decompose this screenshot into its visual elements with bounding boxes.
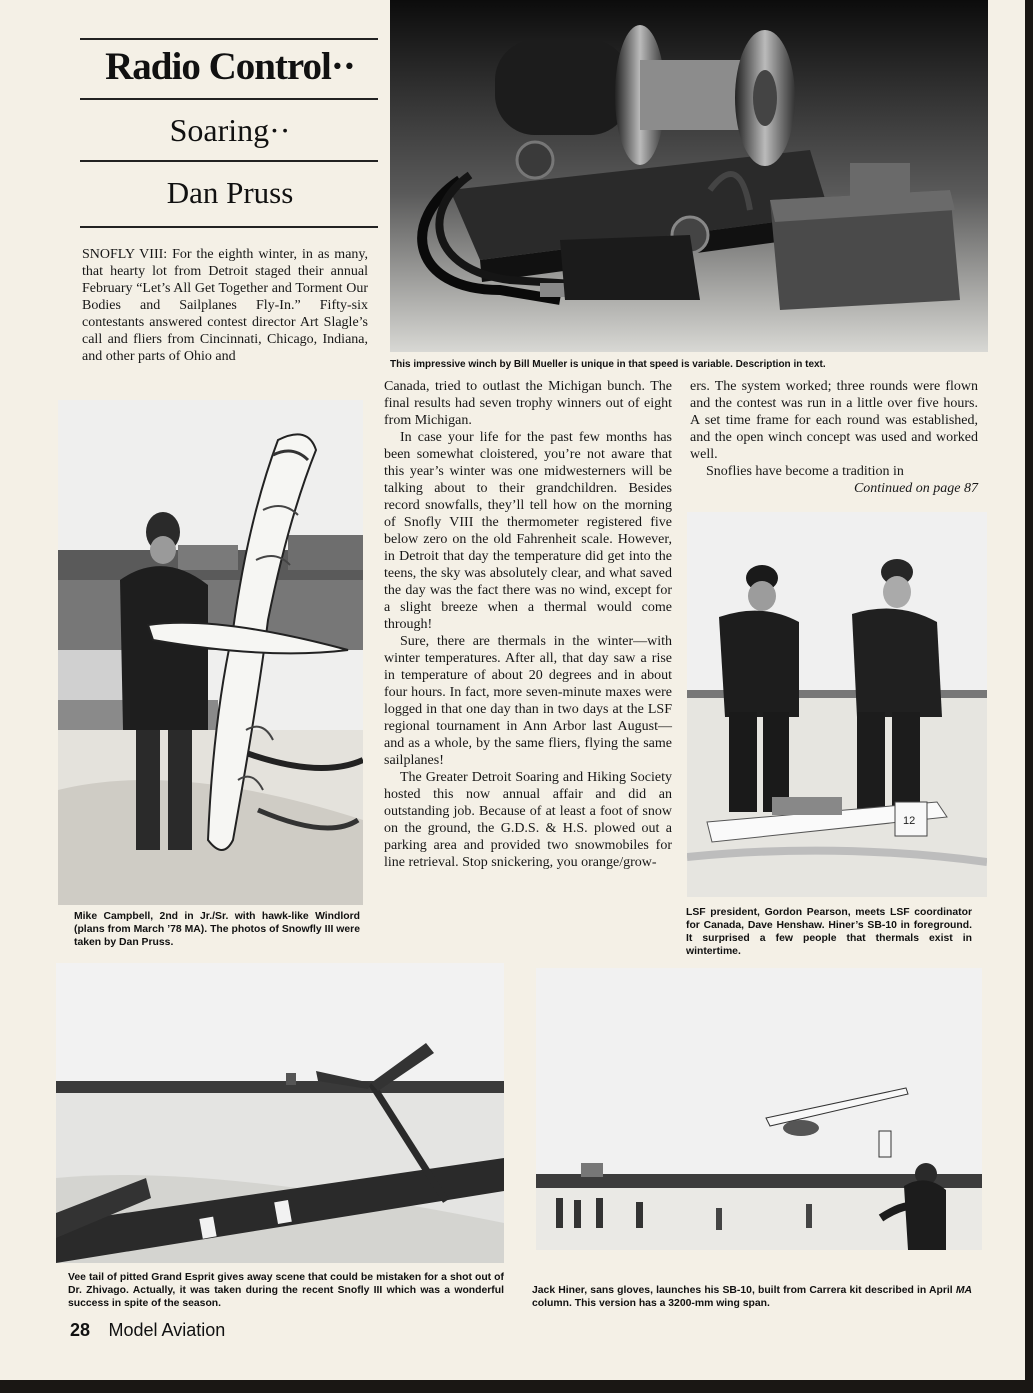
col2-para-4: The Greater Detroit Soaring and Hiking Society hosted this now annual affair and did an outstanding job. Because of at least a foot of snow on the ground, the G.D.S. & H.S. plowed out a parking area and provided two snowmobiles for line retrieval. Stop snickering, you orange/grow-	[384, 770, 672, 870]
col3-para-2: Snoflies have become a tradition in	[706, 464, 904, 479]
header-rule-2	[80, 98, 378, 100]
col2-para-1: Canada, tried to outlast the Michigan bunch. The final results had seven trophy winners out of eight from Michigan.	[384, 379, 672, 428]
lsf-meeting-photo	[687, 512, 987, 897]
column-2-text	[384, 378, 672, 871]
continued-note: Continued on page 87	[853, 481, 978, 496]
lsf-caption: LSF president, Gordon Pearson, meets LSF coordinator for Canada, Dave Henshaw. Hiner’s SB-10 in foreground. It surprised a few people that thermals exist in wintertime.	[686, 907, 972, 957]
hiner-launch-photo	[536, 968, 982, 1250]
sailplane-number: 12	[903, 815, 916, 827]
winch-photo	[390, 0, 988, 352]
author-byline: Dan Pruss	[166, 175, 294, 210]
lead-paragraph: SNOFLY VIII: For the eighth winter, in as many, that hearty lot from Detroit staged their annual February “Let’s All Get Together and Torment Our Bodies and Sailplanes Fly-In.” Fifty-six contestants answered contest director Art Slagle’s call and fliers from Cincinnati, Chicago, Indiana, and other parts of Ohio and	[82, 247, 368, 364]
page-footer	[70, 1320, 225, 1341]
veetail-photo	[56, 963, 504, 1263]
campbell-photo	[58, 400, 363, 905]
magazine-name: Model Aviation	[108, 1320, 226, 1340]
column-1-text	[82, 246, 368, 365]
winch-caption: This impressive winch by Bill Mueller is unique in that speed is variable. Description in text.	[390, 359, 826, 370]
header-rule-top	[80, 38, 378, 40]
col3-para-1: ers. The system worked; three rounds were flown and the contest was run in a little over five hours. A set time frame for each round was established, and the open winch concept was used and worked well.	[690, 379, 978, 462]
page-number: 28	[70, 1320, 91, 1340]
subsection-title: Soaring··	[169, 112, 291, 148]
campbell-caption: Mike Campbell, 2nd in Jr./Sr. with hawk-like Windlord (plans from March ’78 MA). The photos of Snowfly III were taken by Dan Pruss.	[74, 911, 360, 948]
header-rule-bottom	[80, 226, 378, 228]
hiner-caption: Jack Hiner, sans gloves, launches his SB-10, built from Carrera kit described in April MA column. This version has a 3200-mm wing span.	[532, 1285, 972, 1309]
veetail-caption: Vee tail of pitted Grand Esprit gives away scene that could be mistaken for a shot out of Dr. Zhivago. Actually, it was taken during the recent Snofly III which was a wonderful success in spite of the season.	[68, 1272, 504, 1309]
section-title: Radio Control··	[105, 45, 355, 88]
col2-para-2: In case your life for the past few months has been somewhat cloistered, you’re not aware that this year’s winter was one midwesterners will be talking about to their grandchildren. Besides record snowfalls, they’ll tell how on the morning of Snofly VIII the thermometer registered five below zero on the old Fahrenheit scale. However, in Detroit that day the temperature did get into the teens, the sky was absolutely clear, and what saved the day was the fact there was no wind, except for a slight breeze when a thermal would come through!	[384, 430, 672, 632]
header-rule-3	[80, 160, 378, 162]
column-3-text	[690, 378, 978, 497]
col2-para-3: Sure, there are thermals in the winter—with winter temperatures. After all, that day saw a rise in temperature of about 20 degrees and in about four hours. In fact, more seven-minute maxes were logged in that one day than in two days at the LSF regional tournament in Ann Arbor last August—and as a whole, by the same fliers, flying the same sailplanes!	[384, 634, 672, 768]
